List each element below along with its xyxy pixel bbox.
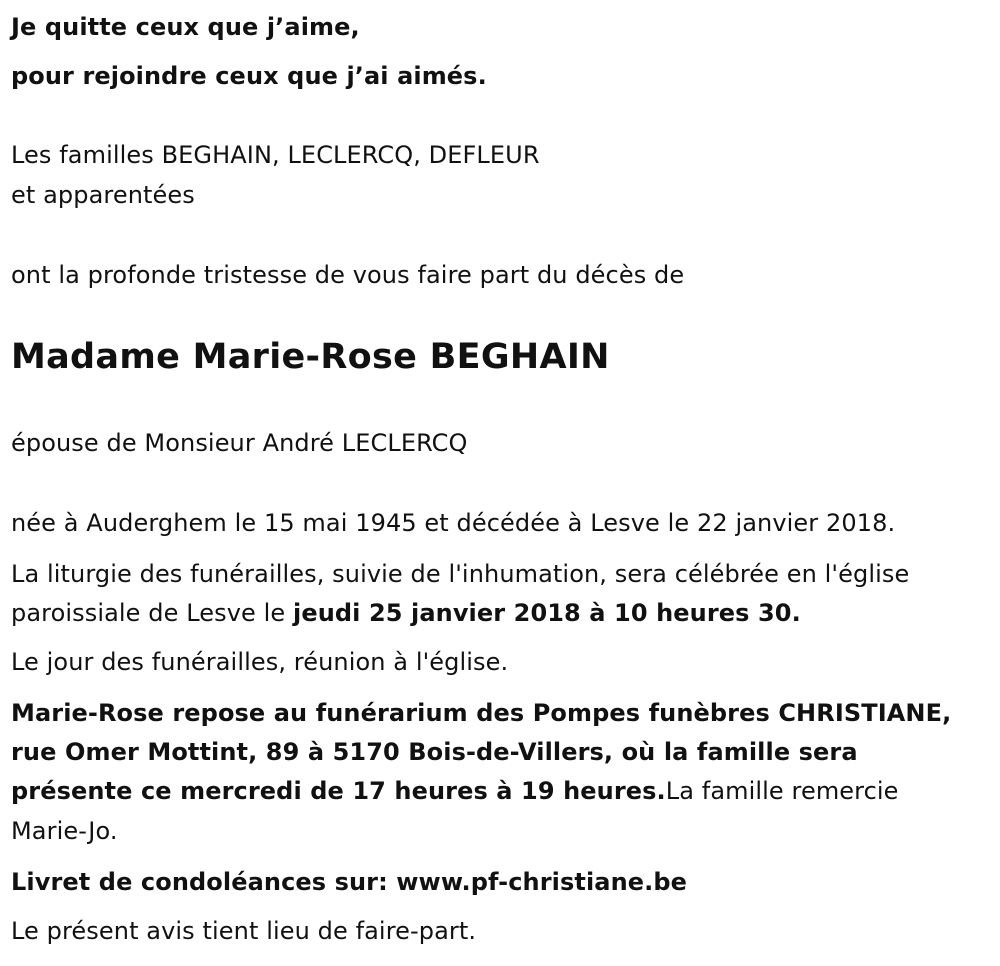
visiting-hours: présente ce mercredi de 17 heures à 19 heures. xyxy=(11,777,666,805)
funerarium-line-2: rue Omer Mottint, 89 à 5170 Bois-de-Villers, où la famille sera xyxy=(11,738,858,766)
families-line-1: Les familles BEGHAIN, LECLERCQ, DEFLEUR xyxy=(11,141,540,169)
announcement-text: ont la profonde tristesse de vous faire part du décès de xyxy=(11,261,685,289)
thanks-text: La famille remercie xyxy=(665,777,899,805)
funerarium-line-4: Marie-Jo. xyxy=(11,817,118,845)
families-line-2: et apparentées xyxy=(11,181,195,209)
epigraph-line-2: pour rejoindre ceux que j’ai aimés. xyxy=(11,62,487,90)
deceased-name: Madame Marie-Rose BEGHAIN xyxy=(11,337,610,377)
birth-death-text: née à Auderghem le 15 mai 1945 et décédée à Lesve le 22 janvier 2018. xyxy=(11,509,896,537)
spouse-text: épouse de Monsieur André LECLERCQ xyxy=(11,429,468,457)
liturgy-line-1: La liturgie des funérailles, suivie de l'inhumation, sera célébrée en l'église xyxy=(11,560,910,588)
condolences-text: Livret de condoléances sur: www.pf-christiane.be xyxy=(11,868,688,896)
liturgy-date: jeudi 25 janvier 2018 à 10 heures 30. xyxy=(293,599,801,627)
liturgy-line-2 xyxy=(11,598,801,628)
funerarium-line-1: Marie-Rose repose au funérarium des Pompes funèbres CHRISTIANE, xyxy=(11,699,952,727)
liturgy-prefix: paroissiale de Lesve le xyxy=(11,599,293,627)
meeting-text: Le jour des funérailles, réunion à l'église. xyxy=(11,648,509,676)
epigraph-line-1: Je quitte ceux que j’aime, xyxy=(11,13,360,41)
closing-text: Le présent avis tient lieu de faire-part. xyxy=(11,917,477,945)
funerarium-line-3 xyxy=(11,776,899,806)
